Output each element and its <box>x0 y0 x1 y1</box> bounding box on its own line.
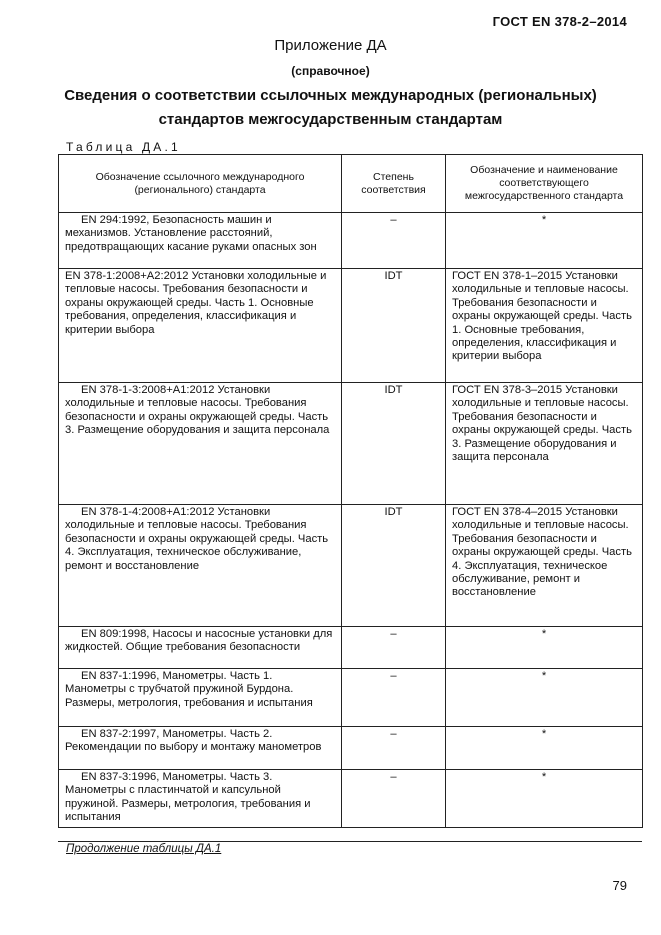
table-row <box>59 213 643 269</box>
ref-standard-text: EN 837-3:1996, Манометры. Часть 3. Манометры с пластинчатой и капсульной пружиной. Размеры, метрология, требования и испытания <box>65 771 311 824</box>
document-code: ГОСТ EN 378-2–2014 <box>492 14 627 29</box>
degree-cell: IDT <box>342 269 446 383</box>
ref-standard-text: EN 378-1-4:2008+A1:2012 Установки холодильные и тепловые насосы. Требования безопасности и охраны окружающей среды. Часть 4. Эксплуатация, техническое обслуживание, ремонт и восстановление <box>65 506 329 572</box>
table-row <box>59 627 643 669</box>
national-standard-cell: * <box>446 727 643 770</box>
national-standard-cell: ГОСТ EN 378-4–2015 Установки холодильные и тепловые насосы. Требования безопасности и охраны окружающей среды. Часть 4. Эксплуатация, техническое обслуживание, ремонт и восстановление <box>446 505 643 627</box>
ref-standard-text: EN 837-1:1996, Манометры. Часть 1. Манометры с трубчатой пружиной Бурдона. Размеры, метрология, требования и испытания <box>65 670 313 709</box>
ref-standard-text: EN 809:1998, Насосы и насосные установки для жидкостей. Общие требования безопасности <box>65 628 333 654</box>
table-caption: Таблица ДА.1 <box>66 140 181 154</box>
page-number: 79 <box>612 878 627 893</box>
national-standard-cell: ГОСТ EN 378-3–2015 Установки холодильные и тепловые насосы. Требования безопасности и охраны окружающей среды. Часть 3. Размещение оборудования и защита персонала <box>446 383 643 505</box>
degree-cell: IDT <box>342 505 446 627</box>
annex-title: Приложение ДА <box>274 37 387 54</box>
annex-note: (справочное) <box>291 64 370 78</box>
ref-standard-cell <box>59 770 342 828</box>
table-row <box>59 727 643 770</box>
national-standard-cell: * <box>446 213 643 269</box>
table-row <box>59 505 643 627</box>
ref-standard-cell: EN 378-1:2008+A2:2012 Установки холодильные и тепловые насосы. Требования безопасности и охраны окружающей среды. Часть 1. Основные требования, определения, классификация и критерии выбора <box>59 269 342 383</box>
ref-standard-cell <box>59 727 342 770</box>
reference-standards-table <box>58 154 643 828</box>
ref-standard-text: EN 378-1-3:2008+A1:2012 Установки холодильные и тепловые насосы. Требования безопасности и охраны окружающей среды. Часть 3. Размещение оборудования и защита персонала <box>65 384 330 437</box>
header-degree: Степень соответствия <box>342 155 446 213</box>
ref-standard-cell <box>59 505 342 627</box>
table-row <box>59 269 643 383</box>
table-continuation <box>58 841 642 855</box>
ref-standard-text: EN 837-2:1997, Манометры. Часть 2. Рекомендации по выбору и монтажу манометров <box>65 728 322 754</box>
degree-cell: – <box>342 627 446 669</box>
table-header-row <box>59 155 643 213</box>
table-continuation-label: Продолжение таблицы ДА.1 <box>66 843 222 855</box>
ref-standard-cell <box>59 627 342 669</box>
header-ref-standard: Обозначение ссылочного международного (регионального) стандарта <box>59 155 342 213</box>
ref-standard-text: EN 294:1992, Безопасность машин и механизмов. Установление расстояний, предотвращающих касание руками опасных зон <box>65 214 317 253</box>
header-national-standard: Обозначение и наименование соответствующего межгосударственного стандарта <box>446 155 643 213</box>
degree-cell: – <box>342 669 446 727</box>
national-standard-cell: * <box>446 669 643 727</box>
national-standard-cell: * <box>446 770 643 828</box>
table-row <box>59 669 643 727</box>
annex-heading-line-1: Сведения о соответствии ссылочных международных (региональных) <box>64 87 597 104</box>
table-row <box>59 383 643 505</box>
national-standard-cell: * <box>446 627 643 669</box>
annex-heading-line-2: стандартов межгосударственным стандартам <box>158 111 503 128</box>
degree-cell: IDT <box>342 383 446 505</box>
ref-standard-cell <box>59 383 342 505</box>
degree-cell: – <box>342 213 446 269</box>
table-row <box>59 770 643 828</box>
national-standard-cell: ГОСТ EN 378-1–2015 Установки холодильные и тепловые насосы. Требования безопасности и охраны окружающей среды. Часть 1. Основные требования, определения, классификация и критерии выбора <box>446 269 643 383</box>
degree-cell: – <box>342 727 446 770</box>
annex-heading <box>0 84 661 132</box>
ref-standard-cell <box>59 213 342 269</box>
degree-cell: – <box>342 770 446 828</box>
ref-standard-cell <box>59 669 342 727</box>
